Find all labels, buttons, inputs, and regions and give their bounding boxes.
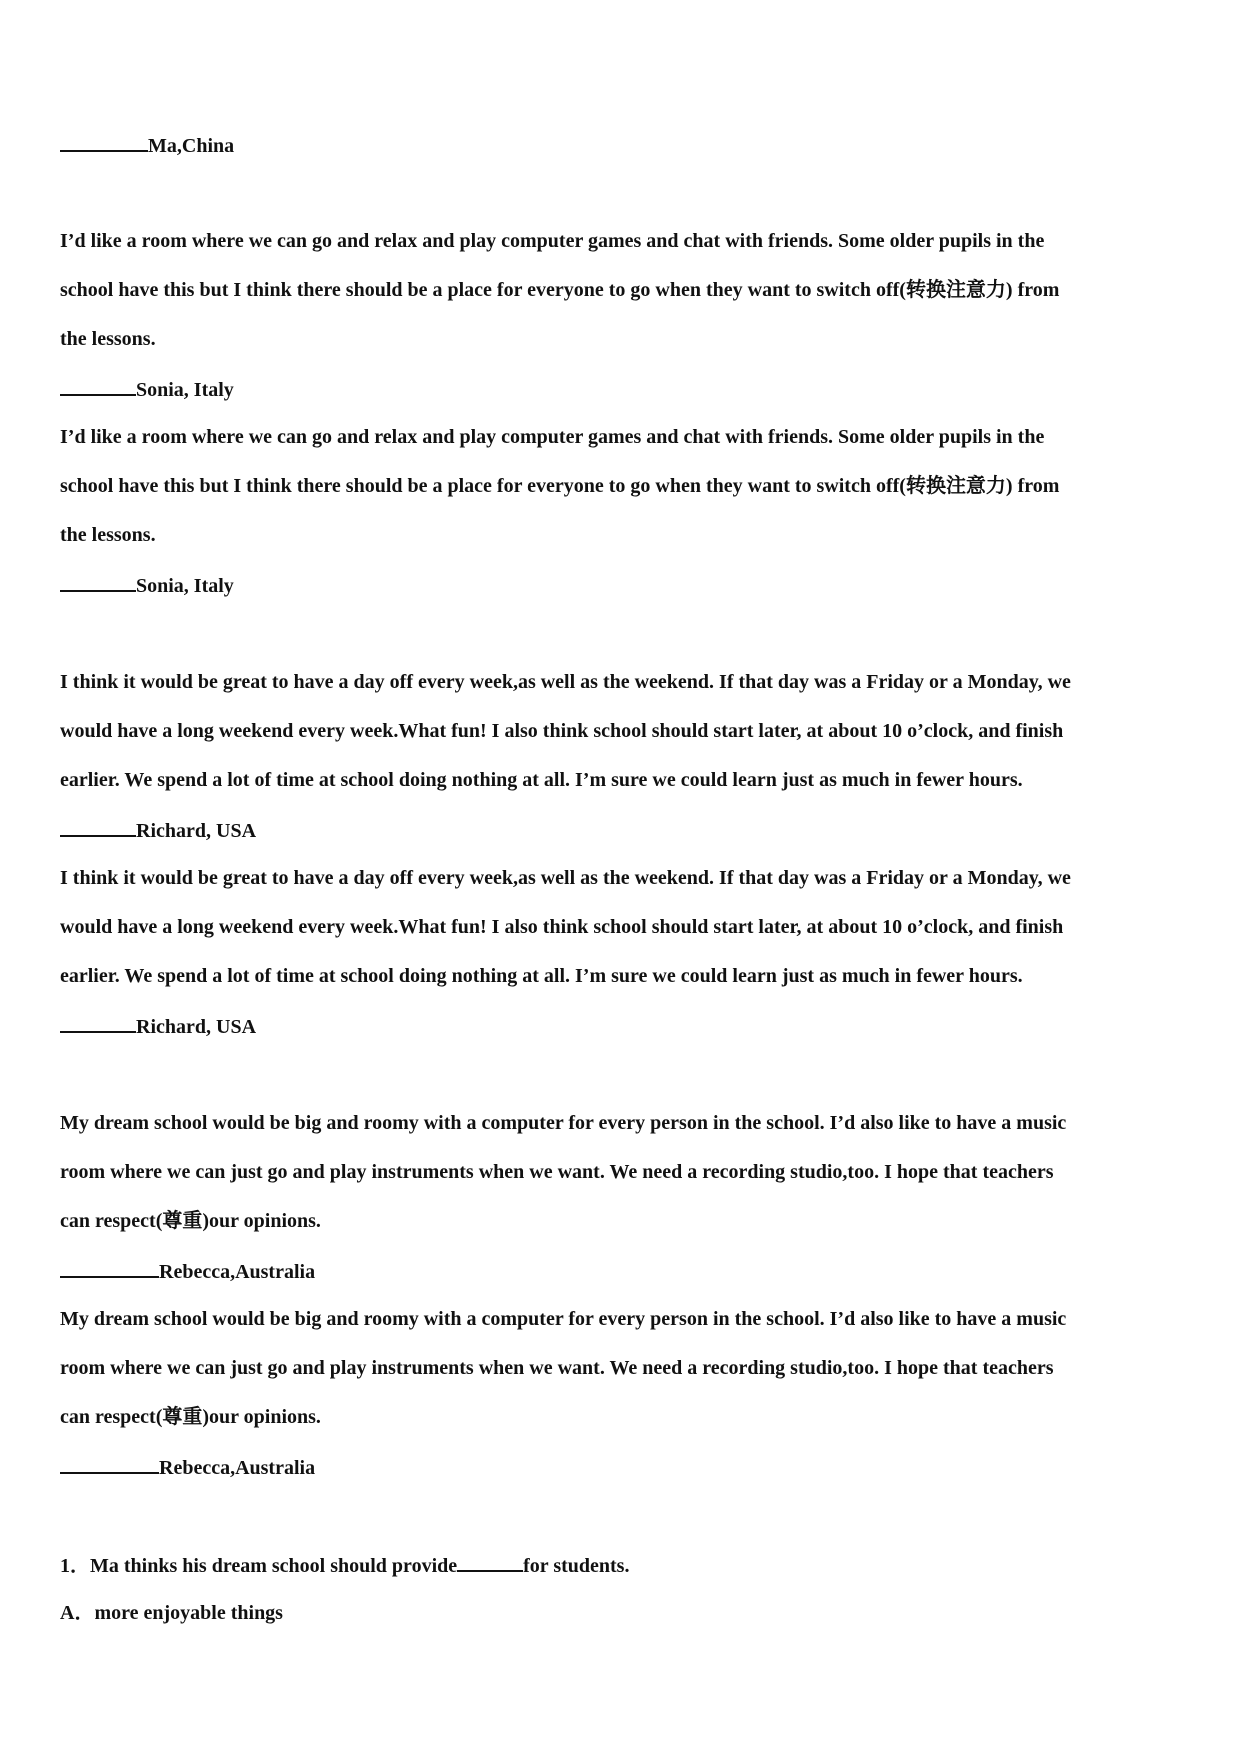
answer-blank <box>60 1454 159 1474</box>
answer-blank <box>457 1552 523 1572</box>
paragraph-line: can respect(尊重)our opinions. <box>60 1210 321 1232</box>
paragraph-line: I’d like a room where we can go and relax and play computer games and chat with friends. Some older pupils in the <box>60 230 1045 252</box>
signature-text: Ma,China <box>148 135 235 157</box>
paragraph-line: room where we can just go and play instruments when we want. We need a recording studio,too. I hope that teachers <box>60 1161 1054 1183</box>
answer-blank <box>60 817 136 837</box>
signature-richard <box>60 1013 256 1039</box>
signature-text: Richard, USA <box>136 1016 257 1038</box>
signature-text: Rebecca,Australia <box>159 1457 316 1479</box>
paragraph-line: I’d like a room where we can go and relax and play computer games and chat with friends. Some older pupils in the <box>60 426 1045 448</box>
answer-blank <box>60 376 136 396</box>
answer-blank <box>60 1013 136 1033</box>
option-text: more enjoyable things <box>94 1602 283 1624</box>
answer-blank <box>60 1258 159 1278</box>
paragraph-line: I think it would be great to have a day off every week,as well as the weekend. If that day was a Friday or a Monday, we <box>60 671 1071 693</box>
paragraph-line: earlier. We spend a lot of time at school doing nothing at all. I’m sure we could learn just as much in fewer hours. <box>60 965 1023 987</box>
paragraph-line: would have a long weekend every week.What fun! I also think school should start later, at about 10 o’clock, and finish <box>60 916 1064 938</box>
paragraph-line: would have a long weekend every week.What fun! I also think school should start later, at about 10 o’clock, and finish <box>60 720 1064 742</box>
signature-sonia <box>60 572 234 598</box>
signature-sonia <box>60 376 234 402</box>
paragraph-line: room where we can just go and play instruments when we want. We need a recording studio,too. I hope that teachers <box>60 1357 1054 1379</box>
signature-text: Sonia, Italy <box>136 379 234 401</box>
paragraph-line: I think it would be great to have a day off every week,as well as the weekend. If that day was a Friday or a Monday, we <box>60 867 1071 889</box>
question-prefix: Ma thinks his dream school should provide <box>90 1555 458 1577</box>
option-label: A． <box>60 1602 95 1624</box>
question-number: 1． <box>60 1555 90 1577</box>
answer-blank <box>60 132 148 152</box>
question-1 <box>60 1552 629 1578</box>
paragraph-line: the lessons. <box>60 328 156 350</box>
paragraph-line: earlier. We spend a lot of time at school doing nothing at all. I’m sure we could learn just as much in fewer hours. <box>60 769 1023 791</box>
paragraph-line: My dream school would be big and roomy with a computer for every person in the school. I’d also like to have a music <box>60 1308 1067 1330</box>
signature-richard <box>60 817 256 843</box>
signature-text: Richard, USA <box>136 820 257 842</box>
signature-text: Rebecca,Australia <box>159 1261 316 1283</box>
question-suffix: for students. <box>523 1555 630 1577</box>
answer-blank <box>60 572 136 592</box>
paragraph-line: can respect(尊重)our opinions. <box>60 1406 321 1428</box>
paragraph-line: the lessons. <box>60 524 156 546</box>
signature-rebecca <box>60 1454 315 1480</box>
signature-rebecca <box>60 1258 315 1284</box>
option-a <box>60 1601 283 1625</box>
paragraph-line: school have this but I think there should be a place for everyone to go when they want to switch off(转换注意力) from <box>60 475 1060 497</box>
signature-ma <box>60 132 234 158</box>
signature-text: Sonia, Italy <box>136 575 234 597</box>
paragraph-line: school have this but I think there should be a place for everyone to go when they want to switch off(转换注意力) from <box>60 279 1060 301</box>
paragraph-line: My dream school would be big and roomy with a computer for every person in the school. I’d also like to have a music <box>60 1112 1067 1134</box>
